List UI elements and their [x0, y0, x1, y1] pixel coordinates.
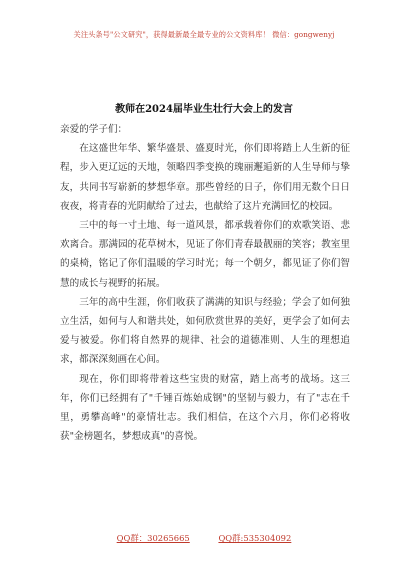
paragraph-2: 三中的每一寸土地、每一道风景，都承载着你们的欢歌笑语、悲欢离合。那满园的花草树木，见证了你们青春最靓丽的笑容；教室里的桌椅，铭记了你们温暖的学习时光；每一个朝夕，都见证了你们智慧的成长与视野的拓展。 — [60, 220, 350, 289]
paragraph-3: 三年的高中生涯，你们收获了满满的知识与经验；学会了如何独立生活，如何与人和谐共处，如何欣赏世界的美好，更学会了如何去爱与被爱。你们将自然界的规律、社会的道德准则、人生的理想追求，都深深刻画在心间。 — [60, 296, 350, 366]
footer-contact — [0, 532, 408, 544]
document-title: 教师在2024届毕业生壮行大会上的发言 — [115, 104, 293, 115]
paragraph-4: 现在，你们即将带着这些宝贵的财富，踏上高考的战场。这三年，你们已经拥有了"千锤百炼始成钢"的坚韧与毅力，有了"志在千里，勇攀高峰"的豪情壮志。我们相信，在这个六月，你们必将收获"金榜题名，梦想成真"的喜悦。 — [60, 373, 350, 443]
document-body — [60, 120, 350, 446]
qq-group-1: QQ群：30265665 — [116, 533, 190, 543]
salutation: 亲爱的学子们： — [60, 124, 128, 135]
header-promo-note: 关注头条号"公文研究"，获得最新最全最专业的公文资料库！ 微信：gongwenyj — [73, 30, 335, 39]
paragraph-1: 在这盛世年华、繁华盛景、盛夏时光，你们即将踏上人生新的征程，步入更辽远的天地，领略四季变换的瑰丽邂逅新的人生导师与挚友，共同书写崭新的梦想华章。那些曾经的日子，你们用无数个日日夜夜，将青春的光阴献给了过去，也献给了这片充满回忆的校园。 — [60, 143, 350, 212]
qq-group-2: QQ群:535304092 — [218, 533, 292, 543]
